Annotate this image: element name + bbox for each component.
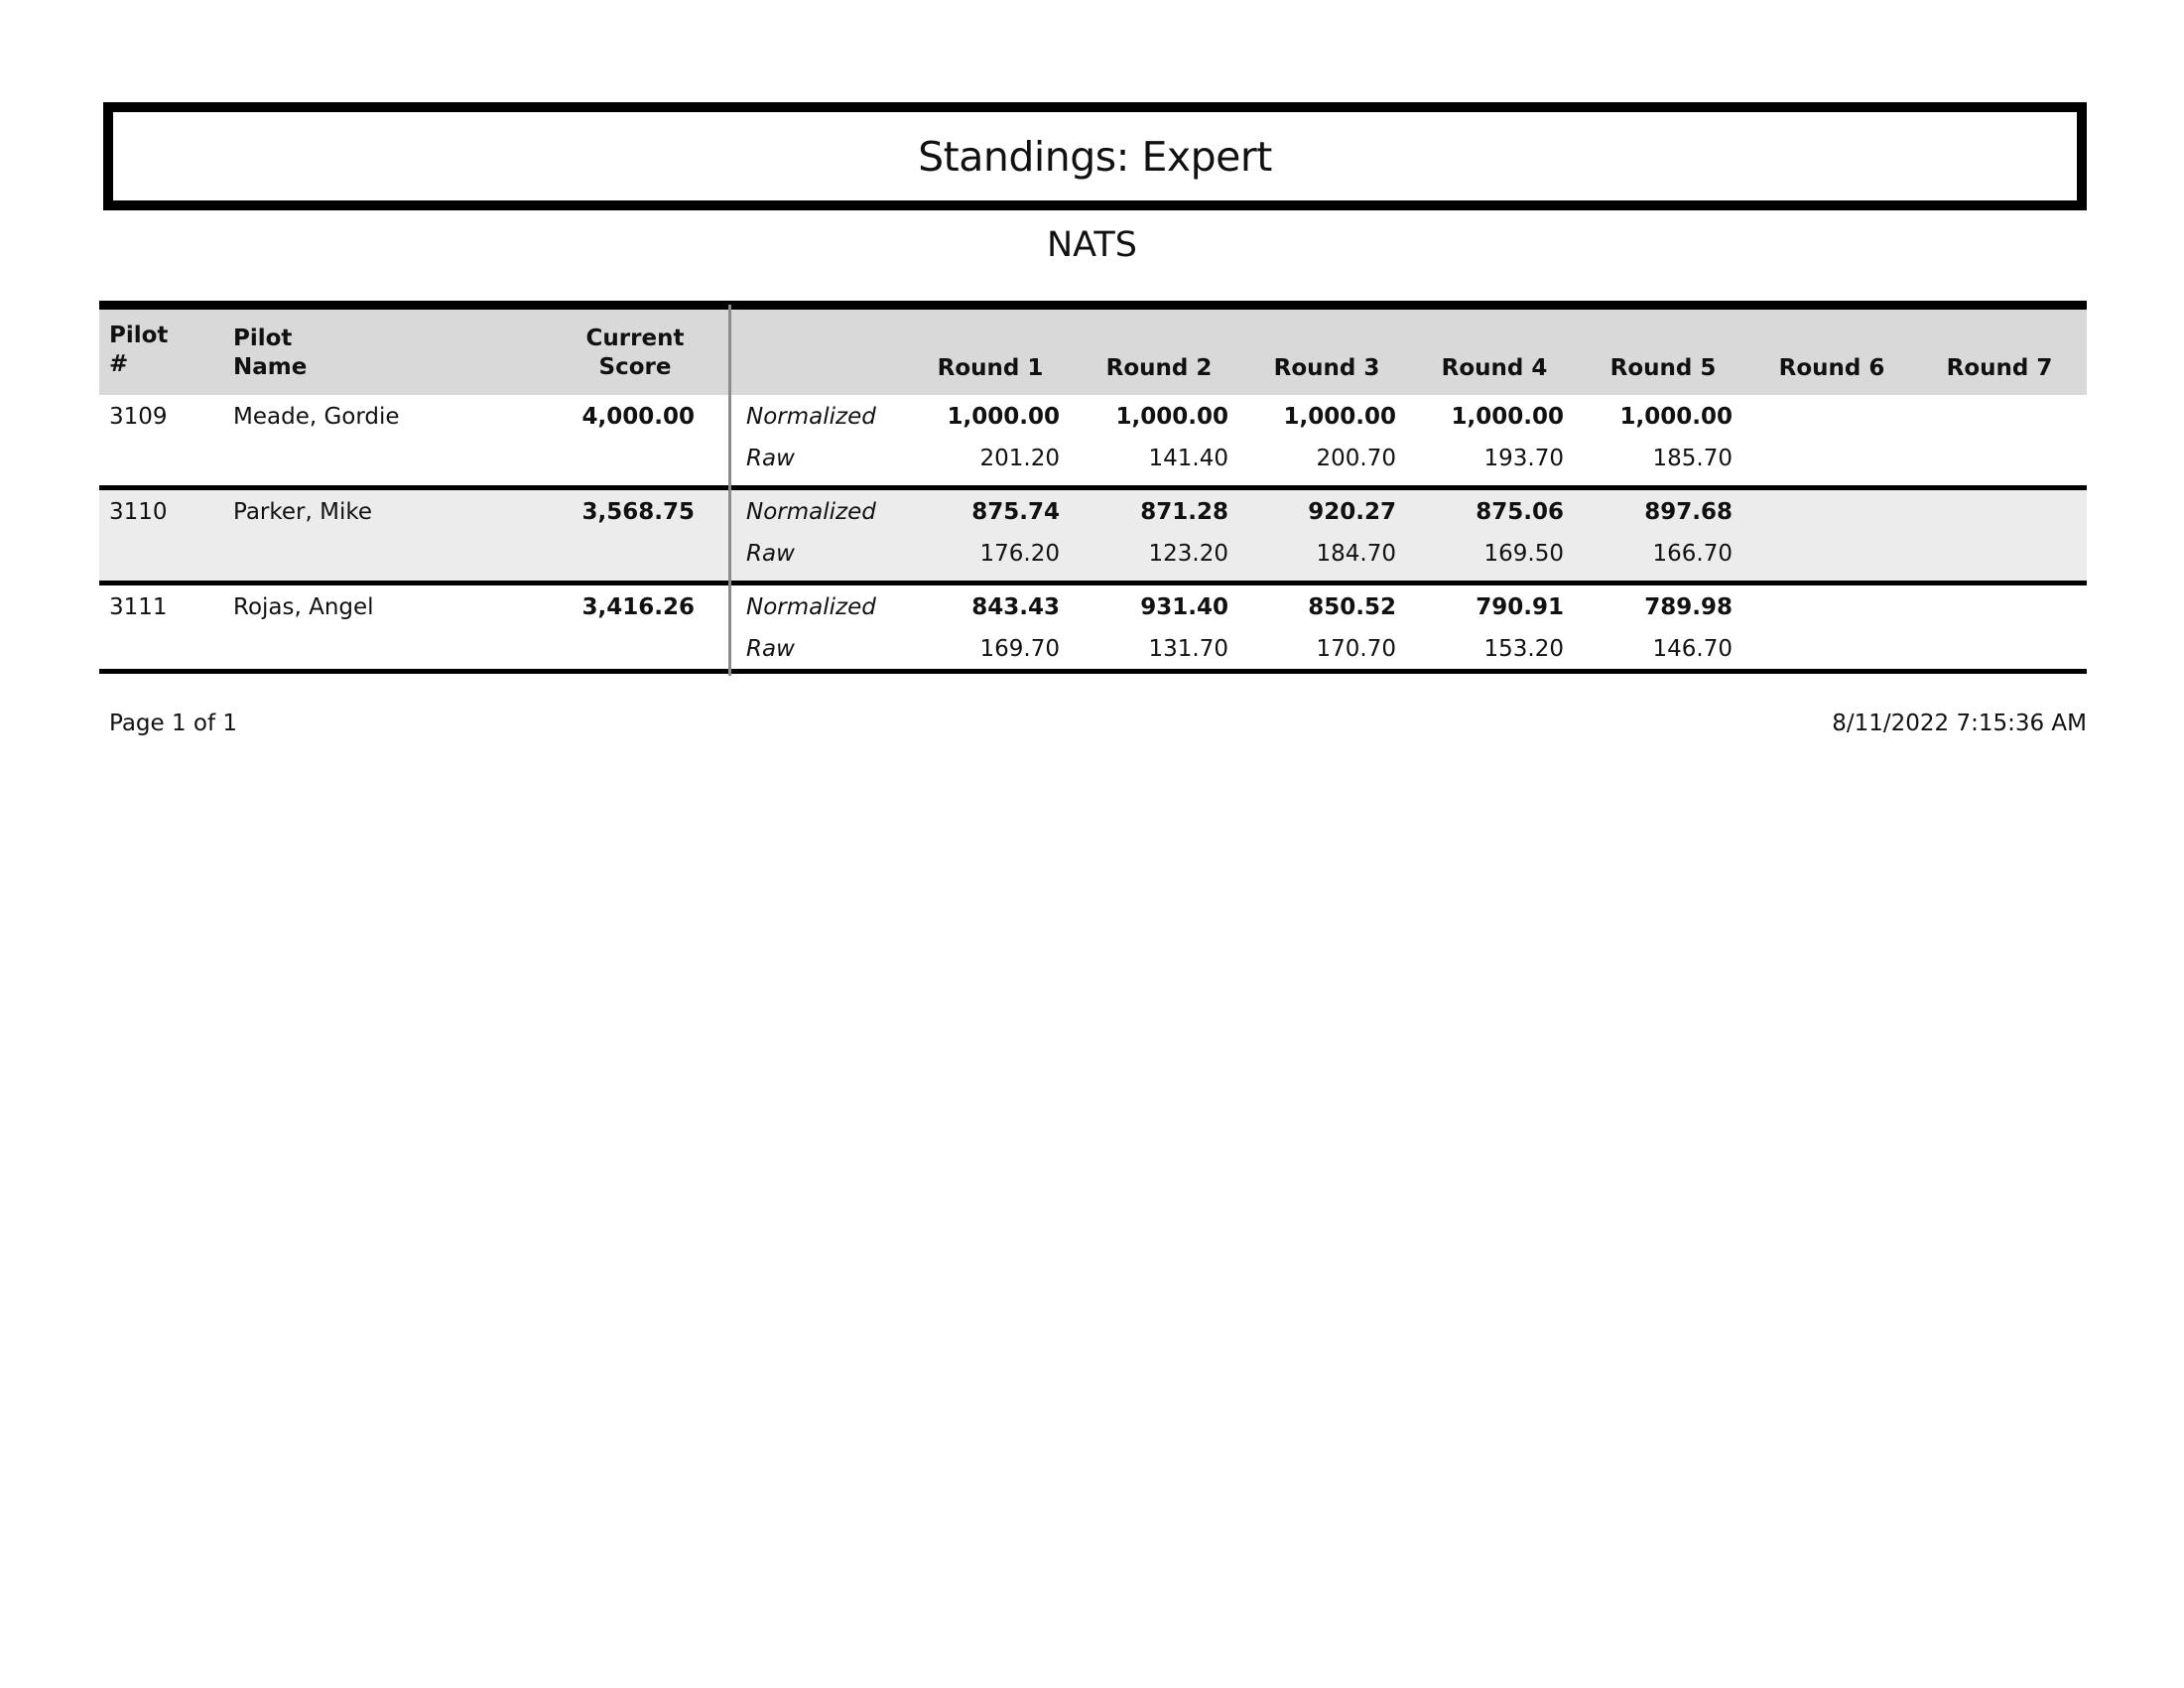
pilot-name: Rojas, Angel	[233, 594, 374, 620]
header-pilot-num-line2: #	[109, 351, 129, 377]
normalized-round-5: 1,000.00	[1619, 404, 1733, 430]
header-current-score-line2: Score	[598, 354, 672, 380]
header-round-2: Round 2	[1105, 355, 1213, 381]
normalized-round-2: 871.28	[1140, 499, 1228, 525]
header-current-score	[576, 325, 695, 382]
raw-round-3: 184.70	[1316, 541, 1396, 567]
table-row	[99, 585, 2087, 674]
raw-label: Raw	[746, 446, 795, 471]
pilot-number: 3109	[109, 404, 168, 430]
header-current-score-line1: Current	[585, 325, 685, 351]
raw-round-5: 146.70	[1652, 636, 1733, 662]
raw-round-1: 176.20	[979, 541, 1060, 567]
table-top-rule	[99, 301, 2087, 310]
raw-round-3: 170.70	[1316, 636, 1396, 662]
pilot-name: Parker, Mike	[233, 499, 372, 525]
raw-round-2: 123.20	[1148, 541, 1228, 567]
table-header	[99, 310, 2087, 395]
raw-round-4: 193.70	[1483, 446, 1564, 471]
raw-round-5: 166.70	[1652, 541, 1733, 567]
column-divider	[728, 305, 731, 676]
header-round-5: Round 5	[1609, 355, 1717, 381]
raw-round-3: 200.70	[1316, 446, 1396, 471]
normalized-label: Normalized	[746, 499, 876, 525]
normalized-round-1: 1,000.00	[947, 404, 1060, 430]
pilot-name: Meade, Gordie	[233, 404, 400, 430]
raw-label: Raw	[746, 636, 795, 662]
normalized-round-1: 843.43	[971, 594, 1060, 620]
print-timestamp: 8/11/2022 7:15:36 AM	[1832, 711, 2087, 736]
normalized-round-4: 875.06	[1476, 499, 1564, 525]
pilot-number: 3111	[109, 594, 168, 620]
normalized-round-2: 1,000.00	[1115, 404, 1228, 430]
header-pilot-num-line1: Pilot	[109, 323, 169, 348]
raw-round-1: 201.20	[979, 446, 1060, 471]
pilot-number: 3110	[109, 499, 168, 525]
standings-table	[99, 301, 2087, 674]
header-round-6: Round 6	[1778, 355, 1885, 381]
table-row	[99, 395, 2087, 490]
normalized-round-4: 1,000.00	[1451, 404, 1564, 430]
raw-round-2: 131.70	[1148, 636, 1228, 662]
normalized-round-5: 897.68	[1644, 499, 1733, 525]
header-round-4: Round 4	[1441, 355, 1548, 381]
current-score: 3,568.75	[581, 499, 695, 525]
header-pilot-name-line1: Pilot	[233, 325, 293, 351]
normalized-round-3: 850.52	[1308, 594, 1396, 620]
normalized-round-3: 920.27	[1308, 499, 1396, 525]
table-row	[99, 490, 2087, 585]
normalized-round-5: 789.98	[1644, 594, 1733, 620]
raw-round-4: 153.20	[1483, 636, 1564, 662]
raw-round-2: 141.40	[1148, 446, 1228, 471]
page-number: Page 1 of 1	[109, 711, 238, 736]
normalized-label: Normalized	[746, 594, 876, 620]
report-title: Standings: Expert	[918, 132, 1272, 181]
raw-round-4: 169.50	[1483, 541, 1564, 567]
report-subtitle: NATS	[1046, 225, 1137, 265]
current-score: 3,416.26	[581, 594, 695, 620]
raw-round-5: 185.70	[1652, 446, 1733, 471]
header-pilot-num	[109, 322, 168, 379]
normalized-label: Normalized	[746, 404, 876, 430]
normalized-round-3: 1,000.00	[1283, 404, 1396, 430]
raw-label: Raw	[746, 541, 795, 567]
header-round-3: Round 3	[1273, 355, 1380, 381]
current-score: 4,000.00	[581, 404, 695, 430]
normalized-round-4: 790.91	[1476, 594, 1564, 620]
normalized-round-1: 875.74	[971, 499, 1060, 525]
header-round-1: Round 1	[937, 355, 1044, 381]
header-pilot-name-line2: Name	[233, 354, 308, 380]
header-pilot-name	[233, 325, 307, 382]
header-round-7: Round 7	[1946, 355, 2053, 381]
normalized-round-2: 931.40	[1140, 594, 1228, 620]
report-title-box	[103, 102, 2087, 210]
raw-round-1: 169.70	[979, 636, 1060, 662]
